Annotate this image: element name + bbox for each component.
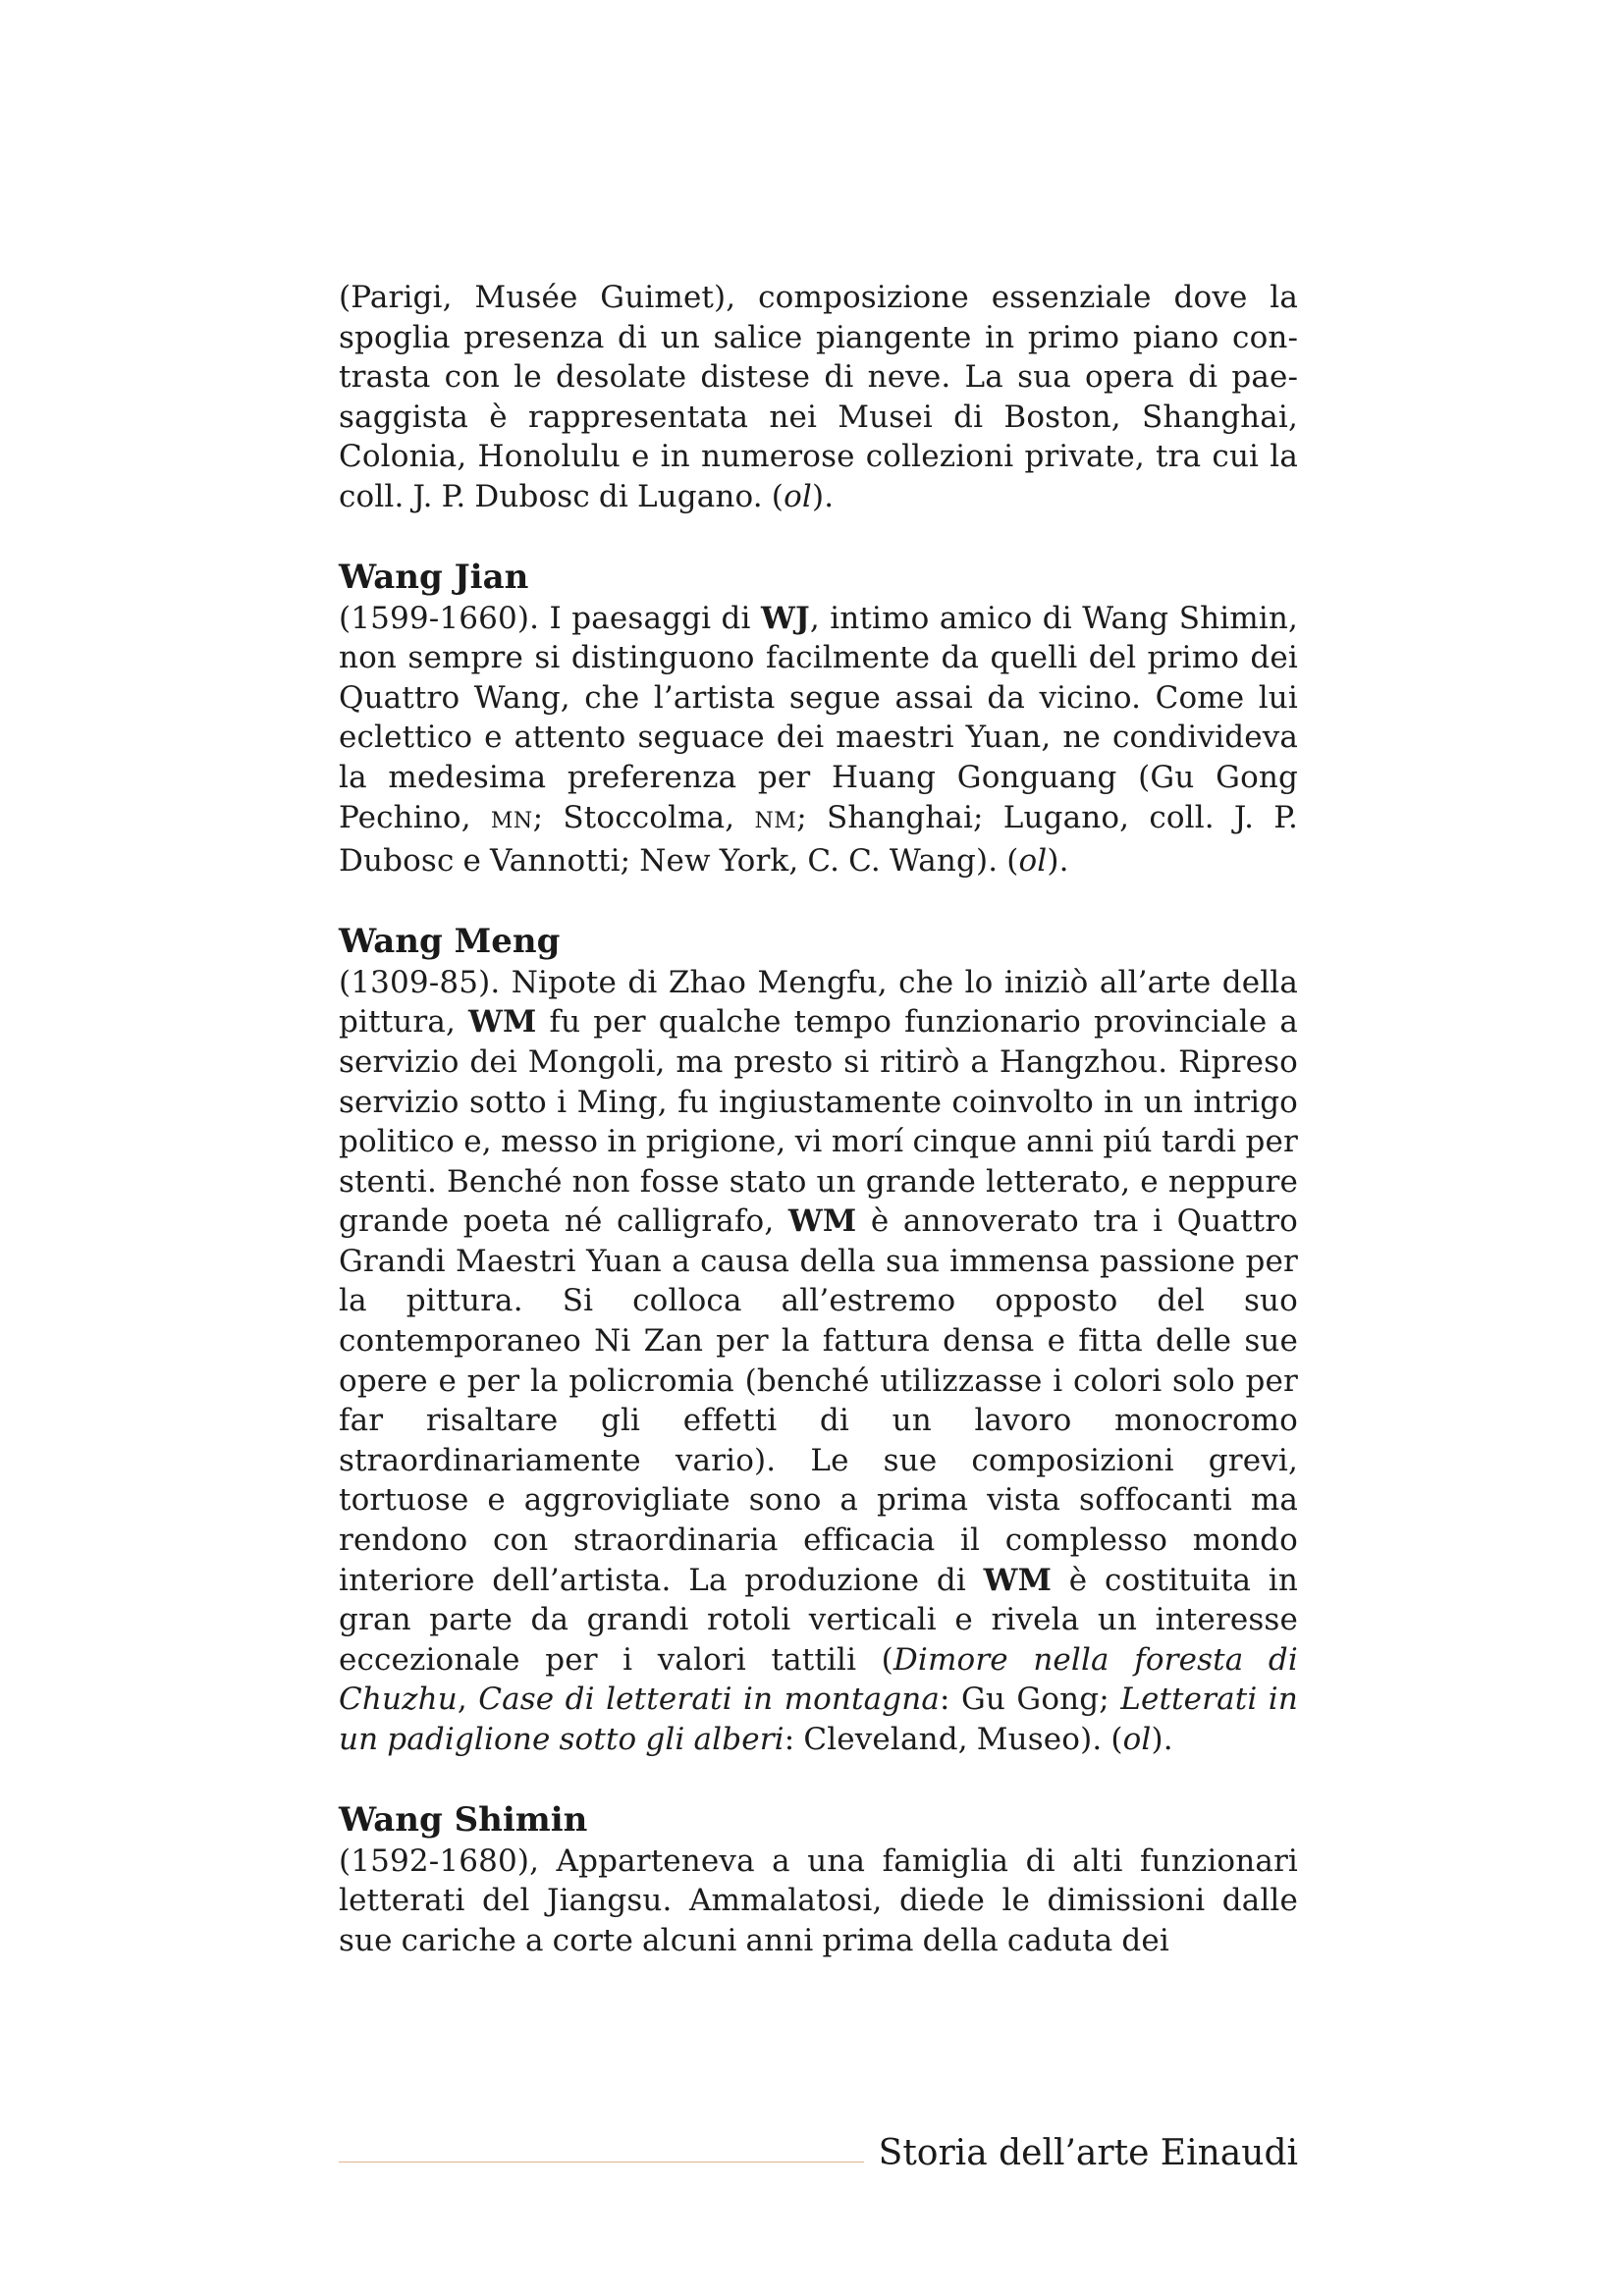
document-page (339, 278, 1298, 1960)
italic-text: ol (1018, 843, 1048, 880)
small-caps-abbrev: MN (490, 808, 533, 833)
text-run: (1599-1660). I paesaggi di (339, 600, 762, 636)
italic-text: Case di letterati in montagna (478, 1682, 941, 1718)
entry-body (339, 599, 1298, 881)
bold-abbrev: WM (468, 1004, 537, 1041)
entry-body (339, 963, 1298, 1760)
text-run: ; Shanghai; Lugano, coll. J. P. Dubosc e Vannotti; New York, C. C. Wang). ( (339, 799, 1298, 880)
text-run: , (457, 1682, 479, 1718)
text-run: è costituita in gran parte da grandi rotoli verticali e rivela un interesse eccezionale per i valori tattili ( (339, 1562, 1298, 1678)
entry-heading: Wang Jian (339, 557, 529, 597)
small-caps-abbrev: NM (754, 808, 797, 833)
text-run: ; Stoccolma, (532, 799, 755, 835)
entry-wang-shimin (339, 1798, 1298, 1961)
bold-abbrev: WM (983, 1562, 1053, 1598)
intro-paragraph (339, 278, 1298, 517)
text-run: : Gu Gong; (940, 1682, 1121, 1718)
bold-abbrev: WJ (761, 600, 810, 636)
text-run: è annoverato tra i Quattro Grandi Maestri Yuan a causa della sua immensa passione per la pittura. Si colloca all’estremo opposto del suo contemporaneo Ni Zan per la fattura densa e fitta delle sue opere e per la policromia (benché utilizzasse i colori solo per far risaltare gli effetti di un lavoro monocromo straordinariamente vario). Le sue composizioni grevi, tortuose e aggrovigliate sono a prima vista soffocanti ma rendono con straordinaria efficacia il complesso mondo interiore dell’artista. La produzione di (339, 1203, 1298, 1598)
entry-wang-meng (339, 920, 1298, 1760)
bold-abbrev: WM (787, 1203, 857, 1240)
text-run: (Parigi, Musée Guimet), composizione essenziale dove la spoglia presenza di un salice piangente in primo piano contrasta con le desolate distese di neve. La sua opera di paesaggista è rappresentata nei Musei di Boston, Shanghai, Colonia, Honolulu e in numerose collezioni private, tra cui la coll. J. P. Dubosc di Lugano. ( (339, 280, 1298, 514)
text-run: ). (1151, 1722, 1173, 1757)
entry-heading: Wang Shimin (339, 1799, 588, 1840)
italic-text: Letterati in un padiglione sotto gli alberi (339, 1682, 1298, 1757)
footer-rule (339, 2162, 864, 2163)
italic-text: ol (784, 478, 812, 514)
text-run: : Cleveland, Museo). ( (784, 1722, 1123, 1757)
entry-wang-jian (339, 556, 1298, 881)
text-run: , intimo amico di Wang Shimin, non sempre si distinguono facilmente da quelli del primo dei Quattro Wang, che l’artista segue assai da vicino. Come lui eclettico e attento seguace dei maestri Yuan, ne condivideva la medesima preferenza per Huang Gonguang (Gu Gong Pechino, (339, 600, 1298, 835)
entry-heading: Wang Meng (339, 921, 561, 961)
text-run: (1309-85). Nipote di Zhao Mengfu, che lo iniziò all’arte della pittura, (339, 964, 1298, 1041)
text-run: (1592-1680), Apparteneva a una famiglia di alti funzionari letterati del Jiangsu. Ammalatosi, diede le dimissioni dalle sue cariche a corte alcuni anni prima della caduta dei (339, 1842, 1298, 1958)
text-run: fu per qualche tempo funzionario provinciale a servizio dei Mongoli, ma presto si ritirò a Hangzhou. Ripreso servizio sotto i Ming, fu ingiustamente coinvolto in un intrigo politico e, messo in prigione, vi morí cinque anni piú tardi per stenti. Benché non fosse stato un grande letterato, e neppure grande poeta né calligrafo, (339, 1004, 1298, 1240)
text-run: ). (811, 478, 835, 514)
italic-text: ol (1122, 1722, 1152, 1757)
italic-text: Dimore nella foresta di Chuzhu (339, 1641, 1298, 1718)
footer-title: Storia dell’arte Einaudi (878, 2133, 1298, 2173)
entry-body (339, 1842, 1298, 1961)
text-run: ). (1047, 843, 1069, 880)
